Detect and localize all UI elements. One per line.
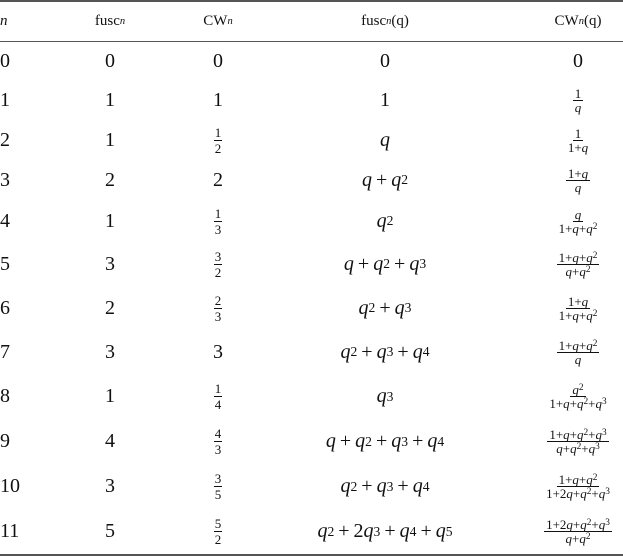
cell-fusc: 2 [105,296,115,319]
table-row [0,374,623,419]
header-fusc: fusc n [94,13,126,29]
cell-cw-q [533,81,623,120]
fraction [566,167,590,194]
fraction-denominator: 3 [214,221,222,237]
table-row [0,286,623,330]
cell-fusc: 1 [105,128,115,151]
cell-cw [178,200,258,242]
fraction-numerator: 2 [214,292,222,308]
cell-cw: 0 [213,50,223,72]
header-n [0,2,60,41]
fraction [214,382,223,411]
cell-fusc: 2 [105,168,115,191]
cell-n: 7 [0,340,10,363]
cell-cw [178,242,258,286]
fraction [573,87,584,114]
header-cw-q-label: CW [554,13,579,29]
table-row [0,419,623,464]
fraction-denominator: $1+q+q^2$ [558,220,598,236]
header-cw-q-arg: (q) [583,13,602,29]
cell-cw [178,419,258,464]
cell-fusc: 1 [105,209,115,232]
cell-fusc: 3 [105,252,115,275]
cell-cw [178,374,258,419]
fraction-denominator: q [574,100,582,115]
fraction-numerator: 4 [214,426,222,441]
fraction-denominator: $q+q^2$ [565,531,591,546]
cell-fusc: 1 [105,89,115,111]
cell-fusc: 5 [105,520,115,542]
cell-n: 11 [0,520,20,542]
fraction-denominator: q [574,351,582,367]
fraction-numerator: 1 [574,86,582,101]
table-row [0,509,623,554]
fraction [547,383,608,410]
cell-fusc-q: q 3 [376,385,394,407]
fraction-denominator: q [574,179,582,195]
fraction [566,127,590,154]
table-row [0,464,623,509]
fraction [544,473,612,500]
header-cw: CW n [203,13,233,29]
cell-n: 1 [0,89,10,111]
fraction-numerator: q [574,206,582,222]
cell-cw [178,120,258,160]
fraction-numerator: 1+q [567,165,589,181]
fraction-numerator: $1+q+q^2+q^3$ [549,427,607,442]
table-row [0,242,623,286]
cell-cw-q [533,242,623,286]
cell-n: 3 [0,168,10,191]
cell-cw-q [533,509,623,554]
cell-fusc-q: 0 [380,50,390,72]
fraction-denominator: 4 [214,397,222,412]
cell-cw-q [533,374,623,419]
fraction-numerator: 3 [214,248,222,264]
fraction-denominator: $q+q^2+q^3$ [556,441,600,456]
header-fusc-label: fusc [94,13,120,29]
cell-fusc-q: q + q 2 + q 3 + q 4 [325,430,445,452]
cell-cw-q [533,286,623,330]
fraction-denominator: 2 [214,532,222,547]
fraction-denominator: $q+q^2$ [565,263,591,279]
header-fusc-q: fusc n (q) [361,13,409,29]
header-fusc-q-label: fusc [361,13,387,29]
fraction [557,295,600,322]
fraction-denominator: 3 [214,308,222,324]
cell-cw [178,509,258,554]
cell-cw [178,464,258,509]
fraction [214,472,223,501]
cell-fusc-q: 1 [380,89,390,111]
cell-fusc-q: q [380,128,390,151]
cell-cw-q: 0 [573,50,583,72]
cell-fusc: 4 [105,430,115,452]
cell-n: 10 [0,475,20,497]
fraction-denominator: $1+2q+q^2+q^3$ [546,486,610,501]
cell-fusc-q: q 2 + q 3 + q 4 [340,475,430,497]
cell-cw [178,286,258,330]
fraction-denominator: 2 [214,140,222,156]
fraction [214,250,223,279]
cell-cw-q [533,464,623,509]
cell-fusc-q: q 2 + 2 q 3 + q 4 + q 5 [317,520,453,542]
fraction-denominator: $1+q+q^2$ [558,307,598,323]
table-row [0,330,623,374]
fraction [557,251,600,278]
cell-n: 4 [0,209,10,232]
header-fusc-q-arg: (q) [391,13,409,29]
fraction [547,428,608,455]
fraction-numerator: 1+q [567,293,589,309]
header-n-label: n [0,13,8,29]
fraction-numerator: $1+q+q^2$ [558,337,598,353]
cell-fusc: 3 [105,475,115,497]
cell-cw-q [533,330,623,374]
fraction-denominator: 3 [214,442,222,457]
fraction-numerator: $q^2$ [572,382,584,397]
fraction-numerator: $1+q+q^2$ [558,472,598,487]
fraction [214,427,223,456]
cell-cw-q [533,419,623,464]
fraction-numerator: 5 [214,516,222,531]
cell-fusc-q: q 2 + q 3 [358,296,412,319]
fraction-numerator: 1 [574,125,582,141]
cell-cw: 1 [213,89,223,111]
cell-n: 0 [0,50,10,72]
cell-cw-q [533,120,623,160]
cell-fusc-q: q 2 [376,209,394,232]
table-row [0,200,623,242]
table-row [0,160,623,200]
table-row [0,120,623,160]
cell-cw: 3 [213,340,223,363]
cell-fusc-q: q + q 2 + q 3 [343,252,427,275]
cell-fusc: 0 [105,50,115,72]
fraction [214,294,223,323]
cell-cw-q [533,200,623,242]
fraction [214,517,223,546]
fraction [557,339,600,366]
cell-fusc: 3 [105,340,115,363]
table-row [0,81,623,120]
fraction-numerator: 1 [214,205,222,221]
cell-n: 8 [0,385,10,407]
fraction-denominator: $1+q+q^2+q^3$ [549,396,607,411]
fraction [214,126,223,155]
cell-n: 2 [0,128,10,151]
fraction-denominator: 2 [214,264,222,280]
fraction [557,208,600,235]
cell-n: 6 [0,296,10,319]
cell-fusc: 1 [105,385,115,407]
cell-n: 9 [0,430,10,452]
table-row [0,42,623,81]
fraction-numerator: 1 [214,381,222,396]
fraction [544,518,612,545]
header-cw-label: CW [203,13,228,29]
fraction-numerator: 3 [214,471,222,486]
table-header [0,2,623,41]
header-cw-q: CW n (q) [554,13,602,29]
fraction-denominator: 5 [214,487,222,502]
fraction-numerator: $1+2q+q^2+q^3$ [546,517,610,532]
fraction [214,207,223,236]
fraction-denominator: 1+q [567,139,589,155]
cell-cw: 2 [213,168,223,191]
fraction-numerator: 1 [214,124,222,140]
cell-n: 5 [0,252,10,275]
cell-fusc-q: q 2 + q 3 + q 4 [340,340,430,363]
cell-fusc-q: q + q 2 [361,168,409,191]
cell-cw-q [533,160,623,200]
fraction-numerator: $1+q+q^2$ [558,249,598,265]
